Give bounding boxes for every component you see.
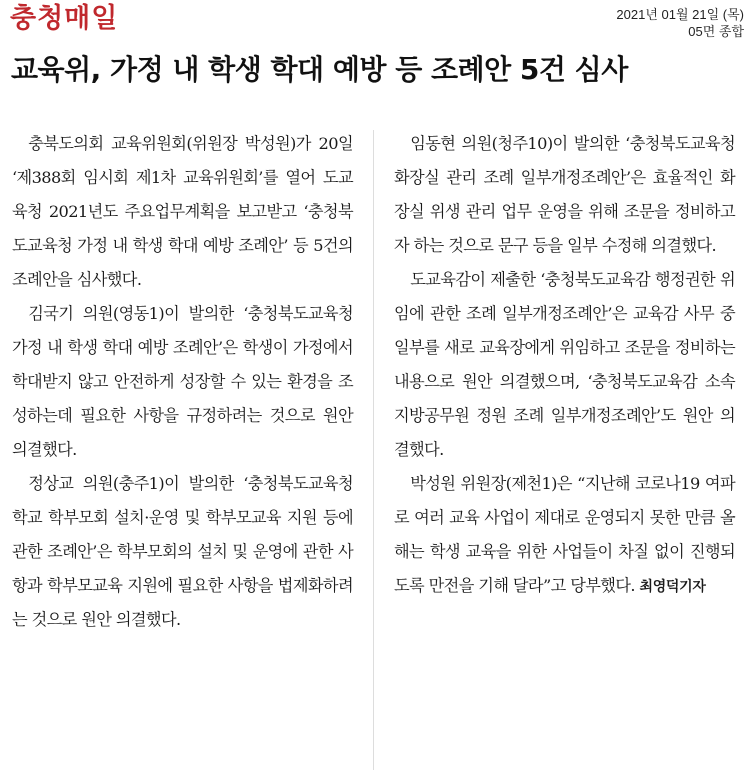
article-paragraph: 정상교 의원(충주1)이 발의한 ‘충청북도교육청 학교 학부모회 설치·운영 및 학부모교육 지원 등에 관한 조례안’은 학부모회의 설치 및 운영에 관한 사항과 학부모교육 지원에 필요한 사항을 법제화하려는 것으로 원안 의결했다. (12, 474, 353, 629)
page-section: 05면 종합 (688, 24, 744, 39)
newspaper-name: 충청매일 (10, 3, 119, 34)
article-paragraph: 도교육감이 제출한 ‘충청북도교육감 행정권한 위임에 관한 조례 일부개정조례안’은 교육감 사무 중 일부를 새로 교육장에게 위임하고 조문을 정비하는 내용으로 원안 의결했으며, ‘충청북도교육감 소속 지방공무원 정원 조례 일부개정조례안’도 원안 의결했다. (394, 270, 735, 459)
column-divider (373, 130, 374, 770)
article-paragraph: 김국기 의원(영동1)이 발의한 ‘충청북도교육청 가정 내 학생 학대 예방 조례안’은 학생이 가정에서 학대받지 않고 안전하게 성장할 수 있는 환경을 조성하는데 필요한 사항을 규정하려는 것으로 원안 의결했다. (12, 304, 353, 459)
article-column-right (394, 127, 735, 604)
article-headline: 교육위, 가정 내 학생 학대 예방 등 조례안 5건 심사 (11, 53, 628, 86)
article-paragraph-last (394, 467, 735, 604)
article-column-left (12, 127, 353, 637)
article-paragraph: 임동현 의원(청주10)이 발의한 ‘충청북도교육청 화장실 관리 조례 일부개정조례안’은 효율적인 화장실 위생 관리 업무 운영을 위해 조문을 정비하고자 하는 것으로 문구 등을 일부 수정해 의결했다. (394, 134, 735, 255)
byline: 최영덕기자 (639, 579, 706, 595)
article-paragraph-text: 박성원 위원장(제천1)은 “지난해 코로나19 여파로 여러 교육 사업이 제대로 운영되지 못한 만큼 올해는 학생 교육을 위한 사업들이 차질 없이 진행되도록 만전을 기해 달라”고 당부했다. (394, 474, 735, 595)
article-paragraph: 충북도의회 교육위원회(위원장 박성원)가 20일 ‘제388회 임시회 제1차 교육위원회’를 열어 도교육청 2021년도 주요업무계획을 보고받고 ‘충청북도교육청 가정 내 학생 학대 예방 조례안’ 등 5건의 조례안을 심사했다. (12, 134, 353, 289)
publication-date: 2021년 01월 21일 (목) (616, 7, 744, 22)
masthead (10, 2, 744, 48)
dateline (616, 6, 744, 40)
